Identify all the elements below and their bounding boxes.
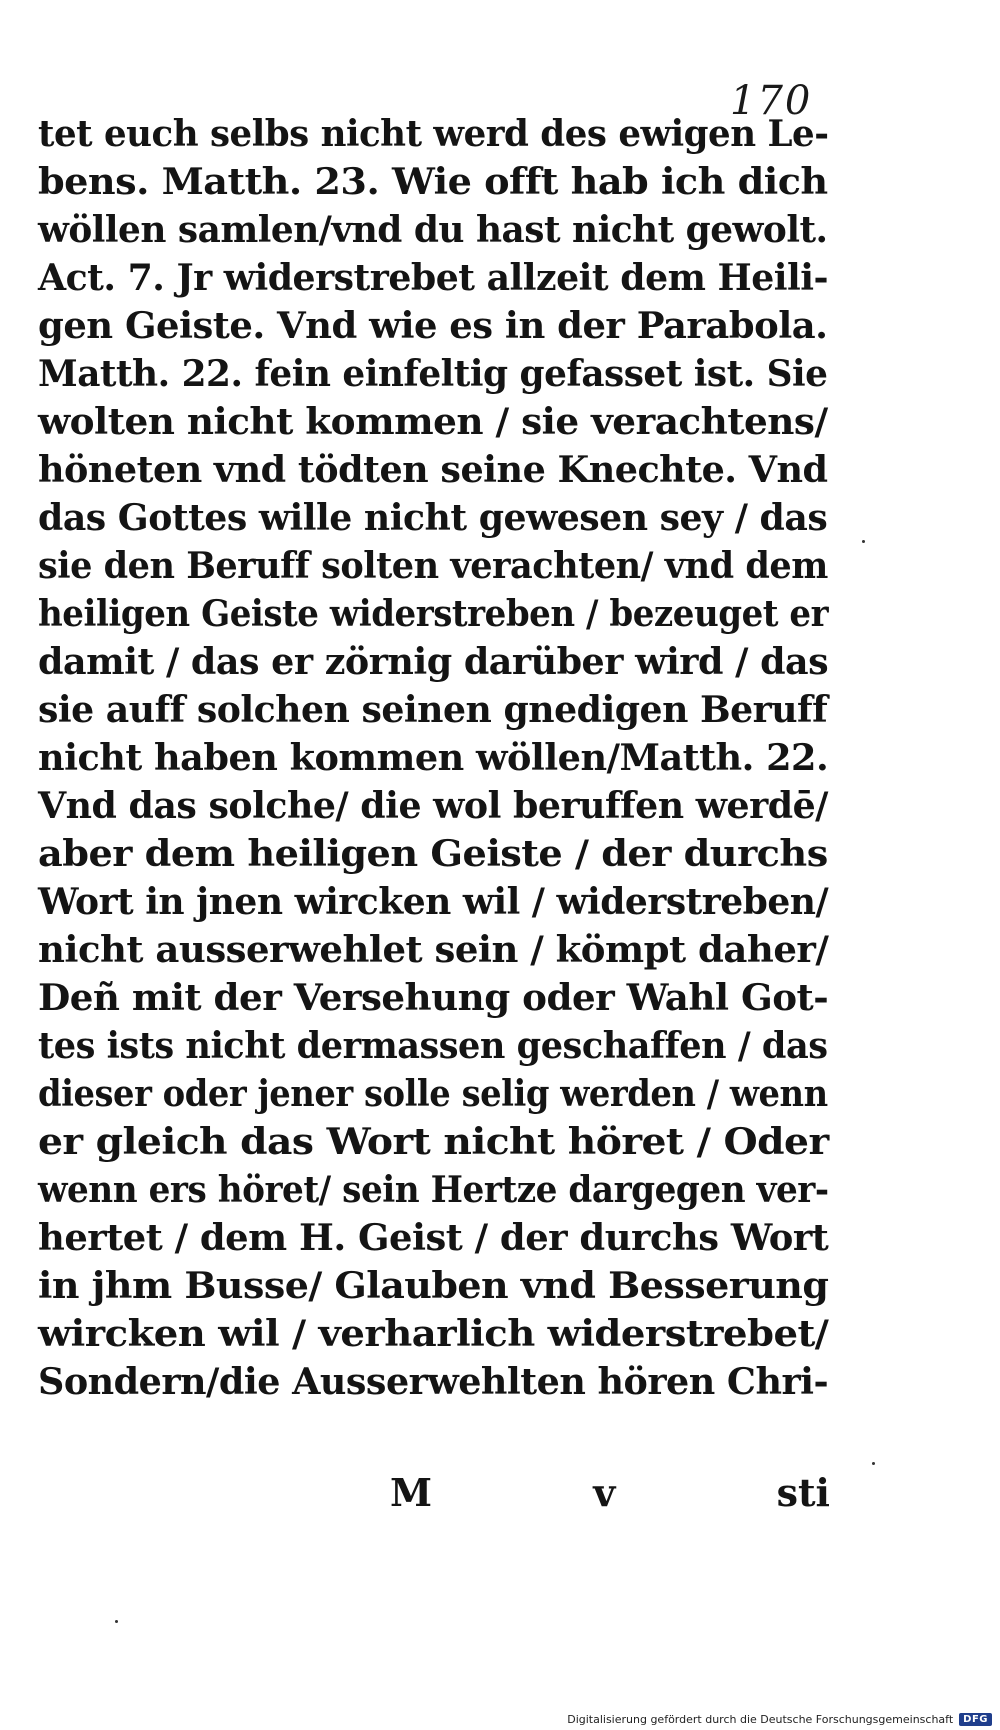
text-line: dieser oder jener solle selig werden / wenn xyxy=(38,1073,828,1115)
text-line: bens. Matth. 23. Wie offt hab ich dich xyxy=(38,161,828,203)
text-line: gen Geiste. Vnd wie es in der Parabola. xyxy=(38,305,828,347)
ink-speck xyxy=(872,1462,875,1465)
text-line: wöllen samlen/vnd du hast nicht gewolt. xyxy=(38,209,828,251)
text-line: Sondern/die Ausserwehlten hören Chri- xyxy=(38,1361,829,1403)
signature-mark: M xyxy=(390,1470,433,1515)
ink-speck xyxy=(862,540,865,543)
page-number: 170 xyxy=(730,78,813,124)
text-line: tet euch selbs nicht werd des ewigen Le- xyxy=(38,113,829,155)
text-line: wenn ers höret/ sein Hertze dargegen ver- xyxy=(38,1169,829,1211)
text-line: Matth. 22. fein einfeltig gefasset ist. Sie xyxy=(38,353,828,395)
text-line: wircken wil / verharlich widerstrebet/ xyxy=(38,1313,829,1355)
signature-number: v xyxy=(593,1470,616,1515)
text-line: aber dem heiligen Geiste / der durchs xyxy=(38,833,828,875)
credit-text: Digitalisierung gefördert durch die Deutsche Forschungsgemeinschaft xyxy=(567,1713,954,1726)
text-line: er gleich das Wort nicht höret / Oder xyxy=(38,1121,829,1163)
body-text xyxy=(38,110,828,1406)
signature-line xyxy=(390,1470,830,1515)
text-line: in jhm Busse/ Glauben vnd Besserung xyxy=(38,1265,829,1307)
text-line: Vnd das solche/ die wol beruffen werdē/ xyxy=(38,785,828,827)
ink-speck xyxy=(115,1620,118,1623)
text-line: nicht ausserwehlet sein / kömpt daher/ xyxy=(38,929,829,971)
text-line: sie auff solchen seinen gnedigen Beruff xyxy=(38,689,828,731)
text-line: damit / das er zörnig darüber wird / das xyxy=(38,641,829,683)
catchword: sti xyxy=(776,1470,830,1515)
text-line: das Gottes wille nicht gewesen sey / das xyxy=(38,497,828,539)
text-line: Wort in jnen wircken wil / widerstreben/ xyxy=(38,881,829,923)
text-line: sie den Beruff solten verachten/ vnd dem xyxy=(38,545,828,587)
text-line: heiligen Geiste widerstreben / bezeuget er xyxy=(38,593,829,635)
text-line: nicht haben kommen wöllen/Matth. 22. xyxy=(38,737,829,779)
text-line: Deñ mit der Versehung oder Wahl Got- xyxy=(38,977,829,1019)
dfg-logo: DFG xyxy=(959,1713,992,1726)
text-line: Act. 7. Jr widerstrebet allzeit dem Heili- xyxy=(38,257,829,299)
text-line: hertet / dem H. Geist / der durchs Wort xyxy=(38,1217,829,1259)
text-line: wolten nicht kommen / sie verachtens/ xyxy=(38,401,828,443)
text-line: höneten vnd tödten seine Knechte. Vnd xyxy=(38,449,828,491)
digitization-credit xyxy=(567,1713,992,1726)
text-line: tes ists nicht dermassen geschaffen / das xyxy=(38,1025,828,1067)
